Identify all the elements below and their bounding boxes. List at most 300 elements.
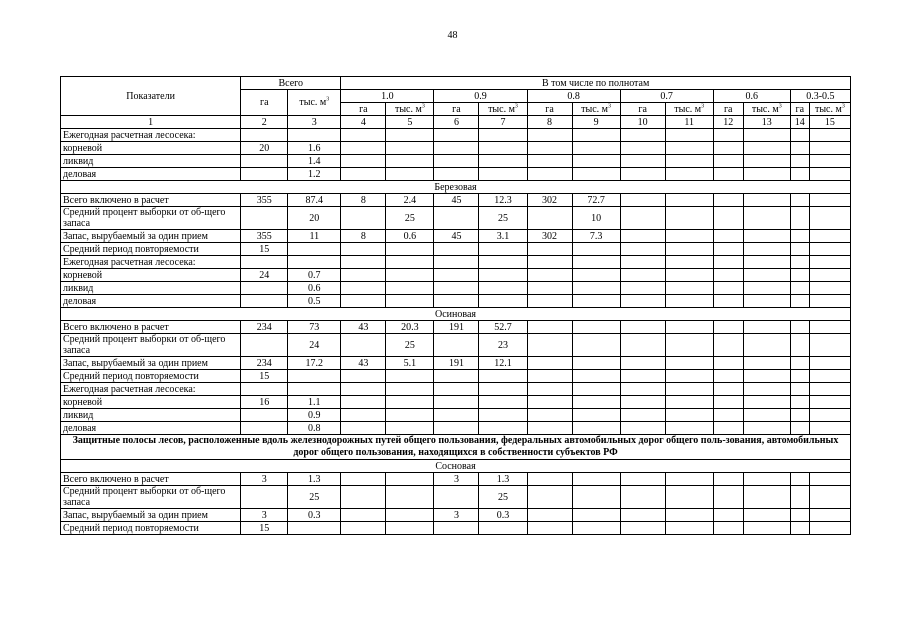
table-cell	[713, 155, 743, 168]
table-cell: 2.4	[386, 194, 434, 207]
column-number: 11	[665, 116, 713, 129]
table-cell	[665, 269, 713, 282]
table-cell: 43	[341, 321, 386, 334]
table-cell	[790, 383, 809, 396]
table-cell	[743, 142, 790, 155]
table-cell	[434, 243, 479, 256]
table-cell	[713, 269, 743, 282]
table-cell	[572, 396, 620, 409]
row-label: корневой	[61, 269, 241, 282]
row-label: деловая	[61, 422, 241, 435]
table-cell	[241, 409, 288, 422]
table-cell	[620, 269, 665, 282]
table-cell	[341, 142, 386, 155]
table-cell	[572, 269, 620, 282]
table-cell: 45	[434, 230, 479, 243]
table-cell	[665, 321, 713, 334]
table-cell	[743, 129, 790, 142]
table-cell	[790, 282, 809, 295]
unit-volume-header: тыс. $м^3$	[743, 103, 790, 116]
unit-ha-header: га	[527, 103, 572, 116]
table-cell: 12.3	[479, 194, 527, 207]
table-cell	[434, 486, 479, 509]
table-cell	[809, 282, 850, 295]
table-cell: 73	[288, 321, 341, 334]
table-cell: 25	[386, 334, 434, 357]
table-cell	[527, 207, 572, 230]
section-row	[61, 435, 851, 460]
table-cell	[809, 256, 850, 269]
table-cell	[620, 473, 665, 486]
table-cell	[743, 256, 790, 269]
table-cell	[620, 383, 665, 396]
section-row	[61, 308, 851, 321]
table-cell	[572, 509, 620, 522]
table-row	[61, 256, 851, 269]
table-cell	[479, 409, 527, 422]
table-cell	[665, 295, 713, 308]
table-cell	[809, 230, 850, 243]
table-cell	[713, 396, 743, 409]
table-cell	[713, 207, 743, 230]
row-label: Средний период повторяемости	[61, 370, 241, 383]
header-row-1	[61, 77, 851, 90]
table-cell	[527, 142, 572, 155]
table-cell	[434, 522, 479, 535]
table-cell	[620, 256, 665, 269]
table-cell	[386, 269, 434, 282]
column-number: 15	[809, 116, 850, 129]
table-cell	[809, 168, 850, 181]
table-cell	[527, 243, 572, 256]
table-cell: 17.2	[288, 357, 341, 370]
table-cell	[713, 370, 743, 383]
table-cell: 15	[241, 370, 288, 383]
table-cell: 52.7	[479, 321, 527, 334]
table-cell	[665, 486, 713, 509]
column-number: 6	[434, 116, 479, 129]
table-cell	[341, 509, 386, 522]
table-cell	[572, 243, 620, 256]
column-number: 9	[572, 116, 620, 129]
table-cell	[665, 334, 713, 357]
table-cell	[809, 509, 850, 522]
table-cell	[665, 168, 713, 181]
column-number: 10	[620, 116, 665, 129]
table-cell	[341, 473, 386, 486]
table-cell	[386, 396, 434, 409]
category-heading: Защитные полосы лесов, расположенные вдоль железнодорожных путей общего пользования, федеральных автомобильных дорог общего поль-зования, автомобильных дорог общего пользования, находящихся в собственности субъектов РФ	[61, 435, 851, 460]
table-cell	[288, 522, 341, 535]
column-number: 4	[341, 116, 386, 129]
table-cell	[527, 129, 572, 142]
table-cell	[809, 269, 850, 282]
table-cell	[713, 168, 743, 181]
table-cell	[790, 256, 809, 269]
table-cell	[241, 207, 288, 230]
table-cell: 8	[341, 230, 386, 243]
table-cell	[620, 334, 665, 357]
table-cell	[479, 269, 527, 282]
table-cell	[386, 509, 434, 522]
table-cell	[572, 473, 620, 486]
table-cell: 0.8	[288, 422, 341, 435]
table-cell	[527, 522, 572, 535]
row-label: деловая	[61, 295, 241, 308]
table-cell	[386, 370, 434, 383]
row-label: Ежегодная расчетная лесосека:	[61, 256, 241, 269]
table-cell: 1.4	[288, 155, 341, 168]
table-cell	[341, 396, 386, 409]
table-cell	[241, 295, 288, 308]
table-cell	[341, 422, 386, 435]
table-cell: 1.1	[288, 396, 341, 409]
table-cell	[434, 282, 479, 295]
table-cell	[743, 207, 790, 230]
table-cell	[479, 295, 527, 308]
table-cell	[527, 357, 572, 370]
section-row	[61, 460, 851, 473]
table-cell	[527, 256, 572, 269]
row-label: Средний период повторяемости	[61, 522, 241, 535]
table-cell: 3	[241, 509, 288, 522]
table-row	[61, 142, 851, 155]
table-cell	[341, 168, 386, 181]
table-cell	[713, 357, 743, 370]
table-cell	[341, 269, 386, 282]
table-cell	[527, 409, 572, 422]
table-cell	[479, 383, 527, 396]
table-cell: 191	[434, 321, 479, 334]
table-cell	[809, 422, 850, 435]
table-cell	[665, 522, 713, 535]
table-cell	[341, 295, 386, 308]
table-row	[61, 129, 851, 142]
table-cell	[665, 370, 713, 383]
table-cell	[341, 129, 386, 142]
table-cell	[743, 473, 790, 486]
table-cell: 1.3	[479, 473, 527, 486]
table-cell: 20	[241, 142, 288, 155]
row-label: Средний процент выборки от об-щего запаса	[61, 207, 241, 230]
column-number: 5	[386, 116, 434, 129]
density-header: 0.8	[527, 90, 620, 103]
table-cell	[743, 383, 790, 396]
table-cell	[620, 396, 665, 409]
table-cell	[241, 422, 288, 435]
table-cell	[665, 409, 713, 422]
table-cell	[527, 269, 572, 282]
table-cell: 43	[341, 357, 386, 370]
table-cell	[665, 207, 713, 230]
table-cell	[620, 522, 665, 535]
table-cell	[434, 370, 479, 383]
table-cell	[809, 383, 850, 396]
table-cell	[341, 334, 386, 357]
table-cell: 302	[527, 230, 572, 243]
table-cell	[713, 194, 743, 207]
table-cell	[527, 168, 572, 181]
row-label: ликвид	[61, 282, 241, 295]
table-cell: 0.6	[288, 282, 341, 295]
table-cell	[386, 522, 434, 535]
row-label: ликвид	[61, 409, 241, 422]
table-cell	[713, 256, 743, 269]
row-label: Ежегодная расчетная лесосека:	[61, 383, 241, 396]
table-cell	[434, 396, 479, 409]
species-heading: Осиновая	[61, 308, 851, 321]
table-cell	[809, 321, 850, 334]
table-cell	[790, 142, 809, 155]
table-cell	[790, 269, 809, 282]
table-row	[61, 155, 851, 168]
total-ha-header: га	[241, 90, 288, 116]
table-cell	[241, 282, 288, 295]
row-label: Всего включено в расчет	[61, 473, 241, 486]
table-row	[61, 295, 851, 308]
row-label: Всего включено в расчет	[61, 321, 241, 334]
table-cell	[809, 357, 850, 370]
table-cell	[665, 396, 713, 409]
table-cell	[288, 370, 341, 383]
table-cell	[790, 207, 809, 230]
table-cell	[790, 509, 809, 522]
table-cell	[434, 409, 479, 422]
table-row	[61, 282, 851, 295]
table-cell	[479, 370, 527, 383]
table-cell	[386, 256, 434, 269]
row-label: Ежегодная расчетная лесосека:	[61, 129, 241, 142]
table-cell	[341, 522, 386, 535]
table-cell	[620, 207, 665, 230]
table-cell	[665, 155, 713, 168]
table-cell	[241, 383, 288, 396]
table-cell: 1.3	[288, 473, 341, 486]
table-cell	[809, 155, 850, 168]
table-cell	[434, 256, 479, 269]
indicators-header: Показатели	[61, 77, 241, 116]
table-cell	[713, 243, 743, 256]
table-cell	[386, 473, 434, 486]
table-cell	[572, 522, 620, 535]
table-cell: 3	[434, 473, 479, 486]
table-cell	[527, 509, 572, 522]
table-cell	[809, 409, 850, 422]
table-cell	[713, 422, 743, 435]
table-cell	[434, 168, 479, 181]
table-cell	[386, 142, 434, 155]
table-cell	[790, 396, 809, 409]
table-cell: 191	[434, 357, 479, 370]
table-cell	[527, 473, 572, 486]
table-cell	[572, 357, 620, 370]
table-cell	[809, 522, 850, 535]
table-cell	[743, 269, 790, 282]
table-cell	[620, 230, 665, 243]
table-cell	[620, 155, 665, 168]
table-cell	[288, 129, 341, 142]
table-cell	[434, 295, 479, 308]
species-heading: Сосновая	[61, 460, 851, 473]
table-cell	[572, 155, 620, 168]
section-row	[61, 181, 851, 194]
table-cell: 20	[288, 207, 341, 230]
table-cell	[665, 282, 713, 295]
header-row-column-numbers	[61, 116, 851, 129]
table-cell	[241, 256, 288, 269]
table-cell	[527, 396, 572, 409]
table-cell	[572, 282, 620, 295]
table-cell	[572, 383, 620, 396]
table-cell	[386, 422, 434, 435]
table-cell	[713, 321, 743, 334]
table-cell: 355	[241, 194, 288, 207]
table-row	[61, 396, 851, 409]
row-label: ликвид	[61, 155, 241, 168]
table-cell	[527, 486, 572, 509]
table-cell	[434, 383, 479, 396]
table-cell: 0.3	[288, 509, 341, 522]
table-cell	[743, 155, 790, 168]
table-row	[61, 334, 851, 357]
table-cell	[743, 282, 790, 295]
table-cell: 1.2	[288, 168, 341, 181]
table-cell	[479, 256, 527, 269]
table-cell	[790, 230, 809, 243]
page-number: 48	[447, 30, 458, 41]
unit-ha-header: га	[620, 103, 665, 116]
table-cell	[713, 522, 743, 535]
table-cell	[527, 334, 572, 357]
table-cell: 16	[241, 396, 288, 409]
table-row	[61, 269, 851, 282]
table-cell	[288, 256, 341, 269]
column-number: 13	[743, 116, 790, 129]
table-cell	[341, 243, 386, 256]
table-cell	[620, 509, 665, 522]
table-cell	[620, 321, 665, 334]
table-cell	[620, 422, 665, 435]
forest-cutting-table	[60, 76, 851, 535]
table-cell	[572, 409, 620, 422]
table-cell: 355	[241, 230, 288, 243]
table-cell	[479, 282, 527, 295]
table-cell	[479, 168, 527, 181]
unit-ha-header: га	[434, 103, 479, 116]
table-cell	[743, 243, 790, 256]
unit-ha-header: га	[790, 103, 809, 116]
unit-ha-header: га	[713, 103, 743, 116]
table-row	[61, 321, 851, 334]
table-cell	[572, 370, 620, 383]
table-cell	[434, 207, 479, 230]
column-number: 7	[479, 116, 527, 129]
column-number: 3	[288, 116, 341, 129]
table-cell	[572, 486, 620, 509]
table-cell: 3	[434, 509, 479, 522]
table-cell	[713, 230, 743, 243]
table-cell: 3.1	[479, 230, 527, 243]
table-cell	[790, 243, 809, 256]
table-row	[61, 207, 851, 230]
table-cell	[572, 334, 620, 357]
table-cell	[288, 243, 341, 256]
table-cell: 10	[572, 207, 620, 230]
table-cell	[572, 129, 620, 142]
table-cell	[713, 142, 743, 155]
table-cell	[665, 129, 713, 142]
table-cell	[572, 256, 620, 269]
table-cell	[743, 522, 790, 535]
table-row	[61, 409, 851, 422]
table-cell	[527, 370, 572, 383]
table-cell	[790, 334, 809, 357]
table-cell	[743, 334, 790, 357]
table-cell	[241, 155, 288, 168]
table-cell	[665, 142, 713, 155]
table-cell	[434, 269, 479, 282]
table-cell	[809, 194, 850, 207]
table-cell	[479, 129, 527, 142]
table-cell	[809, 396, 850, 409]
table-row	[61, 383, 851, 396]
table-cell	[572, 142, 620, 155]
table-cell	[572, 295, 620, 308]
table-cell: 25	[479, 486, 527, 509]
table-cell	[809, 370, 850, 383]
table-cell: 0.6	[386, 230, 434, 243]
table-cell	[809, 129, 850, 142]
unit-volume-header: тыс. $м^3$	[809, 103, 850, 116]
table-cell	[790, 422, 809, 435]
table-cell	[790, 409, 809, 422]
column-number: 2	[241, 116, 288, 129]
column-number: 12	[713, 116, 743, 129]
table-cell	[790, 486, 809, 509]
total-volume-header: тыс. $м^3$	[288, 90, 341, 116]
table-cell	[743, 509, 790, 522]
table-cell	[809, 142, 850, 155]
table-cell	[620, 295, 665, 308]
table-cell: 15	[241, 522, 288, 535]
table-cell	[809, 243, 850, 256]
table-cell	[809, 207, 850, 230]
table-cell: 87.4	[288, 194, 341, 207]
table-cell: 25	[386, 207, 434, 230]
table-cell	[386, 383, 434, 396]
table-cell	[434, 155, 479, 168]
table-row	[61, 509, 851, 522]
table-cell	[479, 396, 527, 409]
table-cell	[743, 370, 790, 383]
table-cell	[713, 334, 743, 357]
table-cell	[341, 370, 386, 383]
table-cell: 3	[241, 473, 288, 486]
table-cell: 0.7	[288, 269, 341, 282]
table-cell: 23	[479, 334, 527, 357]
table-cell	[527, 282, 572, 295]
column-number: 8	[527, 116, 572, 129]
table-row	[61, 357, 851, 370]
table-cell	[241, 486, 288, 509]
table-cell	[386, 409, 434, 422]
unit-volume-header: тыс. $м^3$	[572, 103, 620, 116]
table-cell: 72.7	[572, 194, 620, 207]
table-cell	[386, 486, 434, 509]
table-cell	[713, 509, 743, 522]
table-cell: 234	[241, 321, 288, 334]
table-cell: 302	[527, 194, 572, 207]
